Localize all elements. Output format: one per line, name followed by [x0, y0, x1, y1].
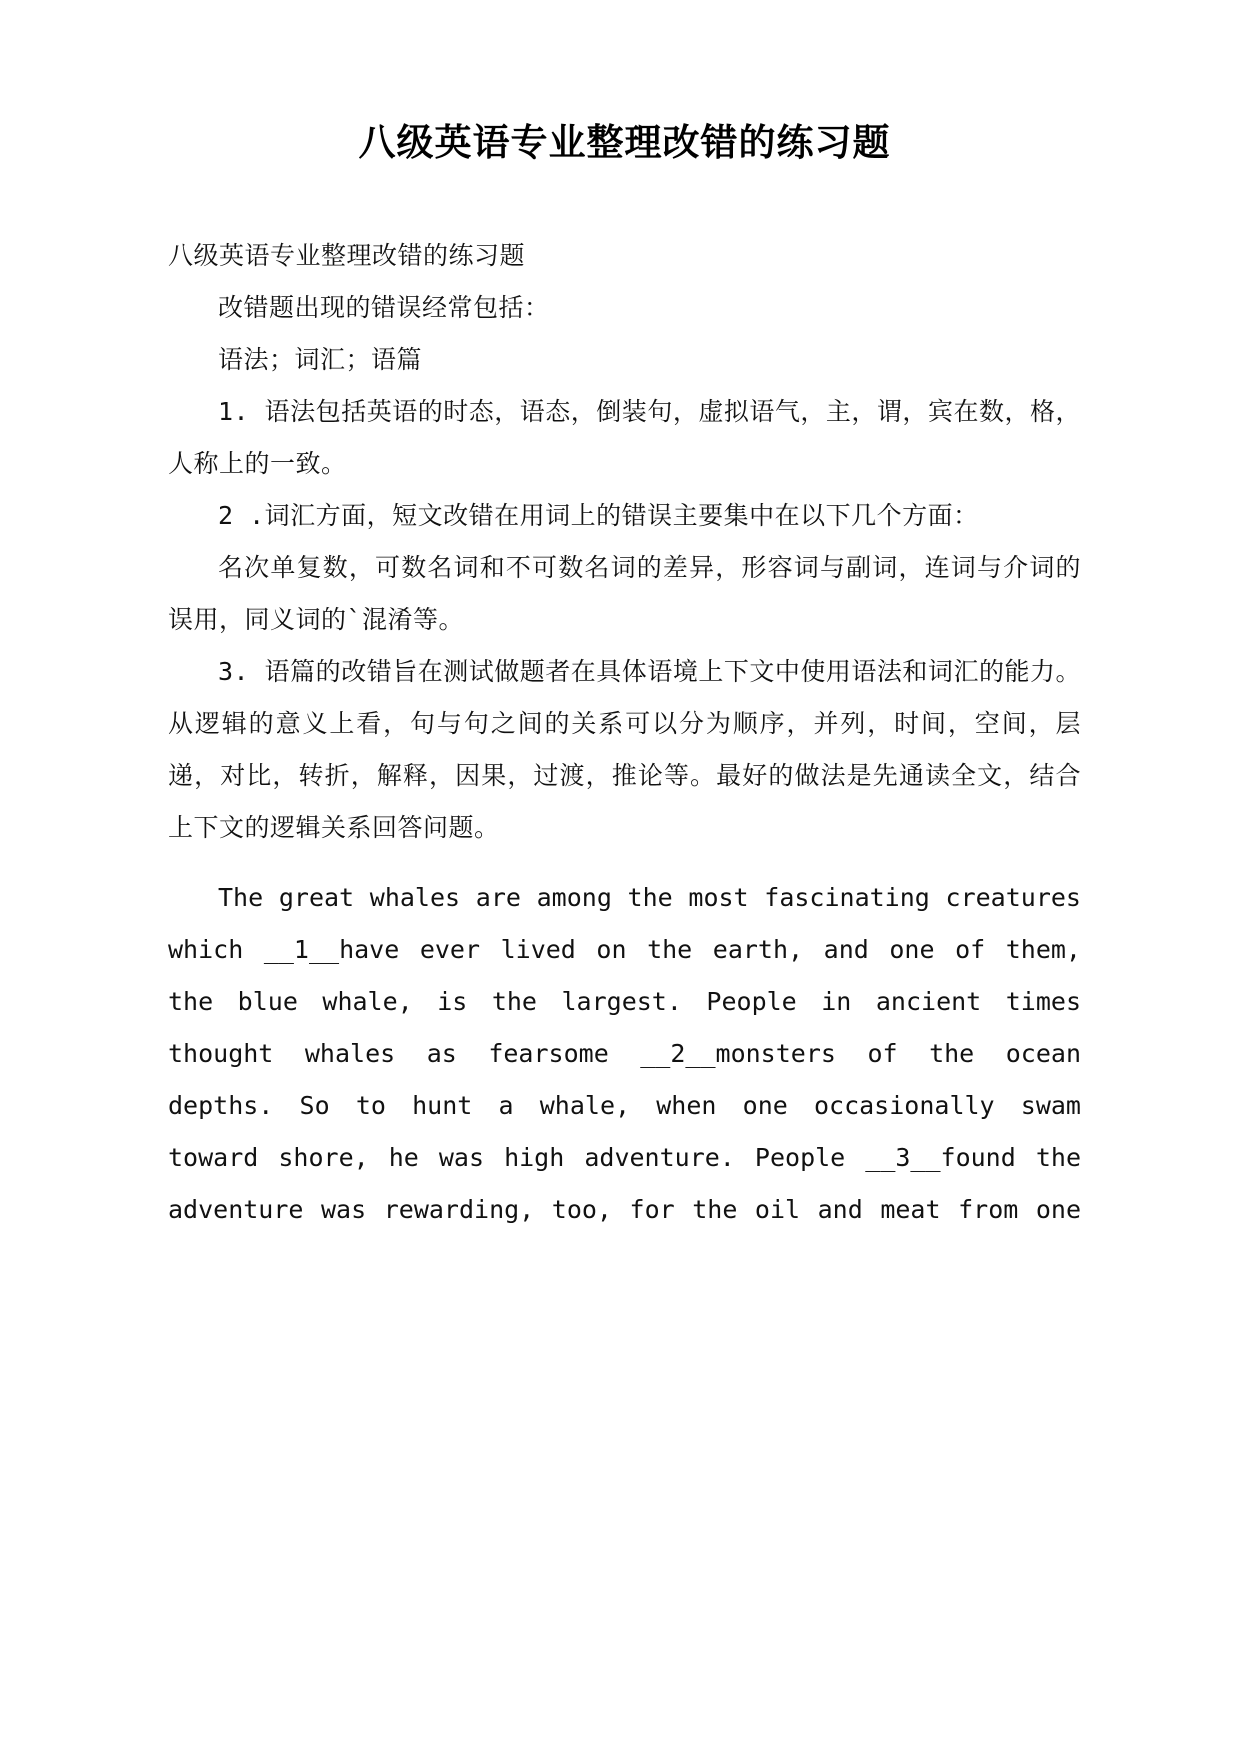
paragraph-item-2-vocabulary: 2 .词汇方面，短文改错在用词上的错误主要集中在以下几个方面：: [218, 500, 979, 530]
paragraph-item-1-grammar: 1. 语法包括英语的时态，语态，倒装句，虚拟语气，主，谓，宾在数，格，人称上的一致。: [168, 396, 1081, 478]
paragraph-heading-line: 八级英语专业整理改错的练习题: [168, 240, 526, 270]
paragraph-error-types-list: 语法；词汇；语篇: [218, 344, 423, 374]
page-title: 八级英语专业整理改错的练习题: [358, 121, 891, 164]
paragraph-error-types-intro: 改错题出现的错误经常包括：: [218, 292, 550, 322]
paragraph-item-2-details: 名次单复数，可数名词和不可数名词的差异，形容词与副词，连词与介词的误用，同义词的`混淆等。: [168, 552, 1081, 634]
paragraph-item-3-discourse: 3. 语篇的改错旨在测试做题者在具体语境上下文中使用语法和词汇的能力。从逻辑的意义上看，句与句之间的关系可以分为顺序，并列，时间，空间，层递，对比，转折，解释，因果，过渡，推论等。最好的做法是先通读全文，结合上下文的逻辑关系回答问题。: [168, 656, 1081, 842]
paragraph-english-passage: The great whales are among the most fascinating creatures which __1__have ever lived on the earth, and one of them, the blue whale, is the largest. People in ancient times thought whales as fearsome __2__monsters of the ocean depths. So to hunt a whale, when one occasionally swam toward shore, he was high adventure. People __3__found the adventure was rewarding, too, for the oil and meat from one: [168, 882, 1081, 1224]
paragraph-spacer: [168, 854, 1081, 858]
